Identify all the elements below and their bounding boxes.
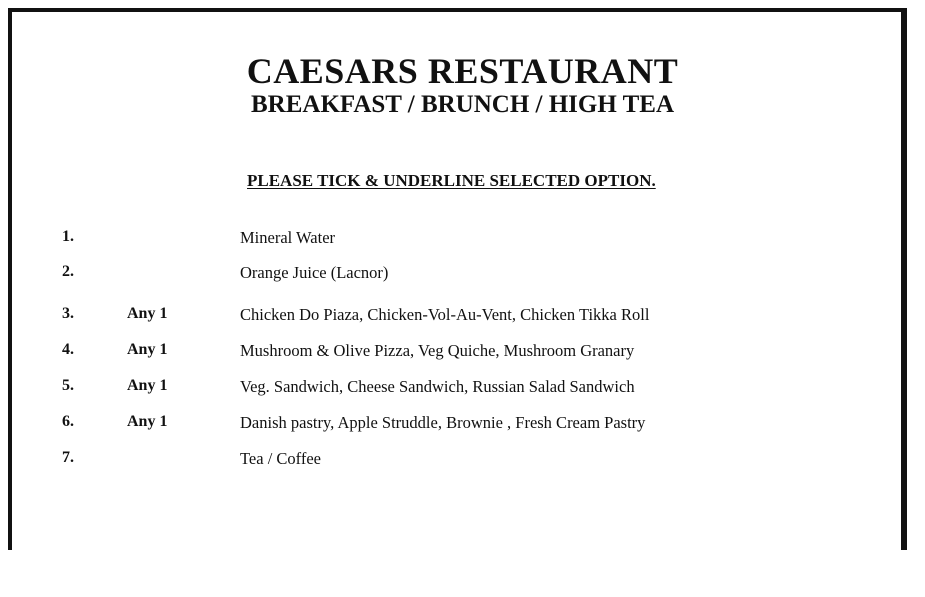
item-number: 4. (62, 341, 74, 358)
item-rule: Any 1 (127, 305, 168, 322)
item-number: 3. (62, 305, 74, 322)
item-description: Orange Juice (Lacnor) (240, 263, 389, 282)
item-number: 5. (62, 377, 74, 394)
restaurant-title: CAESARS RESTAURANT (246, 51, 679, 91)
item-number: 6. (62, 413, 74, 430)
menu-item-4 (0, 341, 925, 367)
item-description: Mushroom & Olive Pizza, Veg Quiche, Mushroom Granary (240, 341, 635, 360)
item-number: 7. (62, 449, 74, 466)
item-number: 2. (62, 263, 74, 280)
item-description: Tea / Coffee (240, 449, 322, 468)
item-description: Danish pastry, Apple Struddle, Brownie , Fresh Cream Pastry (240, 413, 646, 432)
item-rule: Any 1 (127, 341, 168, 358)
item-number: 1. (62, 228, 74, 245)
item-description: Veg. Sandwich, Cheese Sandwich, Russian Salad Sandwich (240, 377, 635, 396)
menu-item-2 (0, 263, 925, 289)
menu-item-1 (0, 228, 925, 254)
selection-instruction: PLEASE TICK & UNDERLINE SELECTED OPTION. (247, 171, 656, 190)
item-rule: Any 1 (127, 377, 168, 394)
menu-item-3 (0, 305, 925, 331)
menu-item-5 (0, 377, 925, 403)
menu-item-7 (0, 449, 925, 475)
item-description: Mineral Water (240, 228, 336, 247)
item-description: Chicken Do Piaza, Chicken-Vol-Au-Vent, Chicken Tikka Roll (240, 305, 650, 324)
menu-subtitle: BREAKFAST / BRUNCH / HIGH TEA (251, 91, 674, 118)
page-border-top (8, 8, 907, 12)
menu-item-6 (0, 413, 925, 439)
item-rule: Any 1 (127, 413, 168, 430)
